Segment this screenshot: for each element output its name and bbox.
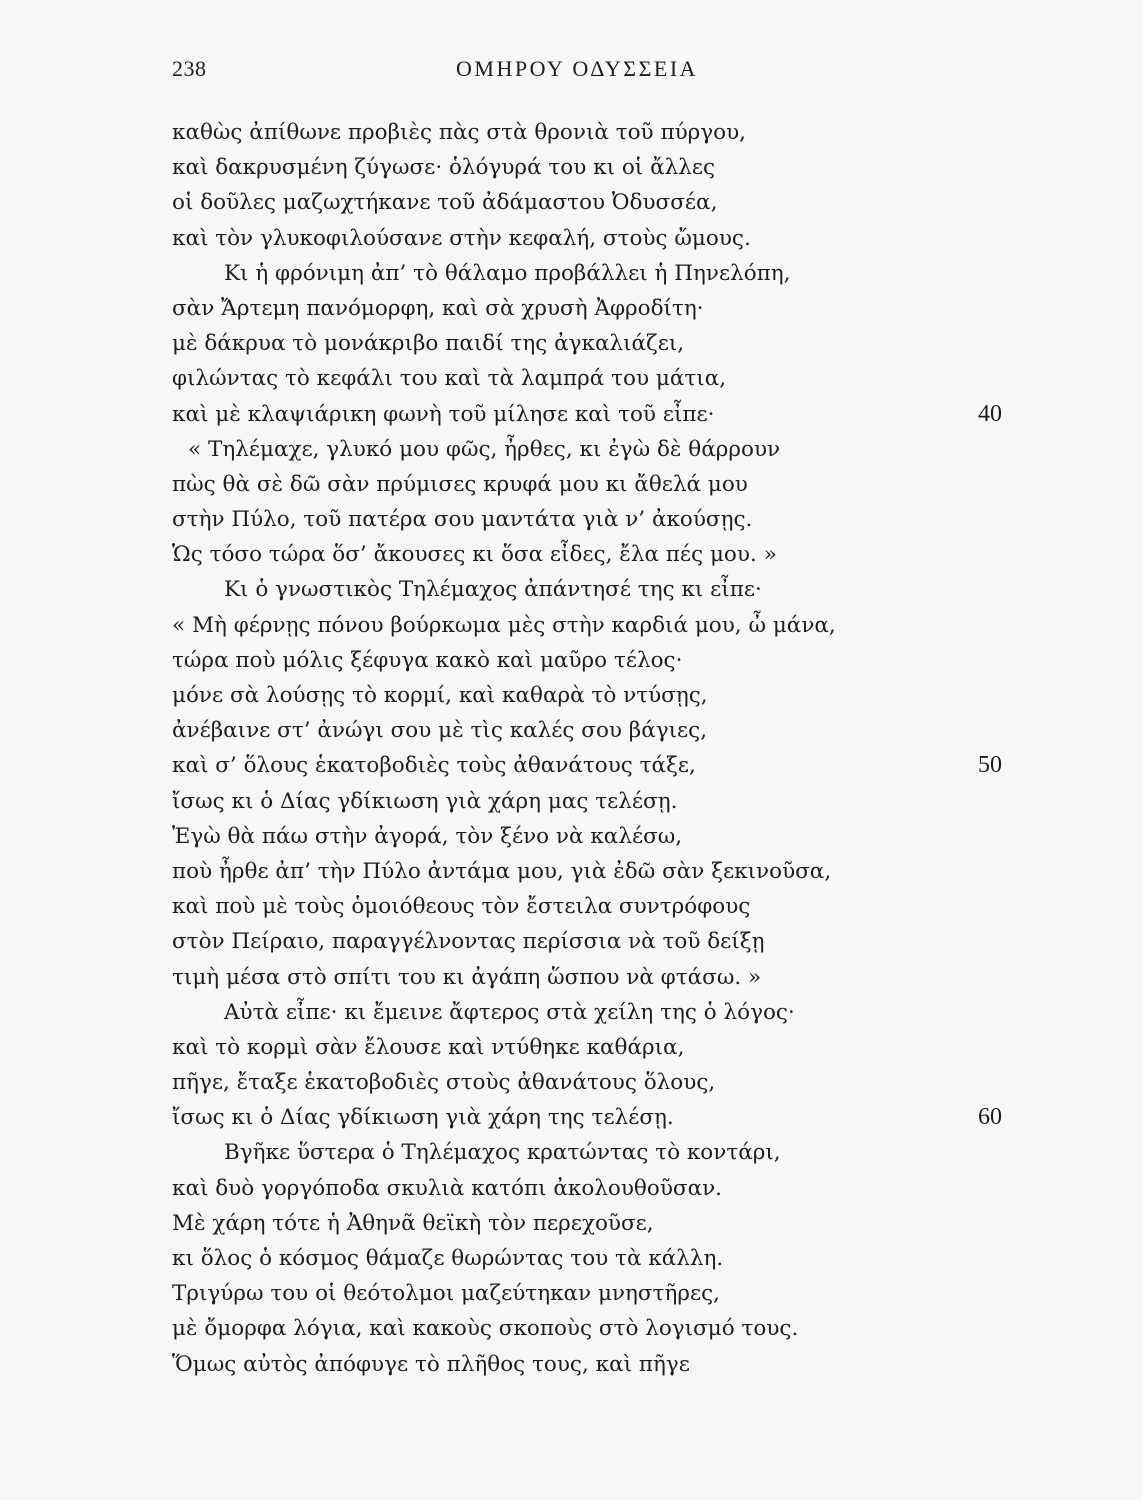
verse-text: Κι ὁ γνωστικὸς Τηλέμαχος ἀπάντησέ της κι εἶπε· xyxy=(224,577,762,603)
verse-text: « Μὴ φέρνῃς πόνου βούρκωμα μὲς στὴν καρδιά μου, ὦ μάνα, xyxy=(172,612,836,638)
verse-text: σὰν Ἄρτεμη πανόμορφη, καὶ σὰ χρυσὴ Ἀφροδίτη· xyxy=(172,295,704,321)
verse-text: τιμὴ μέσα στὸ σπίτι του κι ἀγάπη ὥσπου νὰ φτάσω. » xyxy=(172,964,762,990)
verse-line xyxy=(172,291,1002,326)
verse-line xyxy=(172,1241,1002,1276)
line-number: 40 xyxy=(978,400,1002,427)
verse-line xyxy=(172,221,1002,256)
verse-text: Κι ἡ φρόνιμη ἀπ’ τὸ θάλαμο προβάλλει ἡ Πηνελόπη, xyxy=(224,260,791,286)
verse-line xyxy=(172,995,1002,1030)
verse-line xyxy=(172,150,1002,185)
verse-text: οἱ δοῦλες μαζωχτήκανε τοῦ ἀδάμαστου Ὀδυσσέα, xyxy=(172,190,718,216)
verse-text: μὲ ὄμορφα λόγια, καὶ κακοὺς σκοποὺς στὸ λογισμό τους. xyxy=(172,1316,799,1342)
verse-line xyxy=(172,361,1002,396)
verse-line xyxy=(172,1065,1002,1100)
verse-line xyxy=(172,960,1002,995)
verse-text: καὶ ποὺ μὲ τοὺς ὁμοιόθεους τὸν ἔστειλα συντρόφους xyxy=(172,894,751,920)
verse-text: ποὺ ἦρθε ἀπ’ τὴν Πύλο ἀντάμα μου, γιὰ ἐδῶ σὰν ξεκινοῦσα, xyxy=(172,858,832,884)
verse-line xyxy=(172,326,1002,361)
verse-text: καὶ δυὸ γοργόποδα σκυλιὰ κατόπι ἀκολουθοῦσαν. xyxy=(172,1175,722,1201)
page-number: 238 xyxy=(172,56,207,81)
verse-line xyxy=(172,1135,1002,1170)
verse-text: Ἐγὼ θὰ πάω στὴν ἀγορά, τὸν ξένο νὰ καλέσω, xyxy=(172,823,683,849)
verse-line xyxy=(172,1100,1002,1135)
verse-text: ἴσως κι ὁ Δίας γδίκιωση γιὰ χάρη της τελέσῃ. xyxy=(172,1105,674,1131)
verse-line xyxy=(172,432,1002,467)
verse-text: μὲ δάκρυα τὸ μονάκριβο παιδί της ἀγκαλιάζει, xyxy=(172,331,685,357)
verse-text: Αὐτὰ εἶπε· κι ἔμεινε ἄφτερος στὰ χείλη της ὁ λόγος· xyxy=(224,999,795,1025)
verse-text: τώρα ποὺ μόλις ξέφυγα κακὸ καὶ μαῦρο τέλος· xyxy=(172,647,683,673)
verse-line xyxy=(172,608,1002,643)
verse-text: « Τηλέμαχε, γλυκό μου φῶς, ἦρθες, κι ἐγὼ δὲ θάρρουν xyxy=(188,436,781,462)
verse-line xyxy=(172,115,1002,150)
verse-text: ἀνέβαινε στ’ ἀνώγι σου μὲ τὶς καλές σου βάγιες, xyxy=(172,718,708,744)
line-number: 60 xyxy=(978,1104,1002,1131)
verse-line xyxy=(172,1206,1002,1241)
verse-text: Τριγύρω του οἱ θεότολμοι μαζεύτηκαν μνηστῆρες, xyxy=(172,1281,720,1307)
verse-line xyxy=(172,1311,1002,1346)
verse-text: πὼς θὰ σὲ δῶ σὰν πρύμισες κρυφά μου κι ἄθελά μου xyxy=(172,471,748,497)
verse-line xyxy=(172,572,1002,607)
verse-text: στὸν Πείραιο, παραγγέλνοντας περίσσια νὰ τοῦ δείξῃ xyxy=(172,929,765,955)
line-number: 50 xyxy=(978,752,1002,779)
verse-block xyxy=(172,115,1002,1382)
verse-line xyxy=(172,1347,1002,1382)
verse-line xyxy=(172,924,1002,959)
verse-line xyxy=(172,502,1002,537)
verse-line xyxy=(172,397,1002,432)
verse-text: στὴν Πύλο, τοῦ πατέρα σου μαντάτα γιὰ ν’ ἀκούσῃς. xyxy=(172,507,753,533)
verse-line xyxy=(172,713,1002,748)
running-title: ΟΜΗΡΟΥ ΟΔΥΣΣΕΙΑ xyxy=(456,56,699,81)
verse-line xyxy=(172,537,1002,572)
verse-line xyxy=(172,467,1002,502)
verse-text: καὶ τὸ κορμὶ σὰν ἔλουσε καὶ ντύθηκε καθάρια, xyxy=(172,1034,685,1060)
verse-line xyxy=(172,889,1002,924)
verse-line xyxy=(172,256,1002,291)
verse-line xyxy=(172,854,1002,889)
verse-text: καὶ τὸν γλυκοφιλούσανε στὴν κεφαλή, στοὺς ὤμους. xyxy=(172,225,751,251)
verse-text: καθὼς ἀπίθωνε προβιὲς πὰς στὰ θρονιὰ τοῦ πύργου, xyxy=(172,120,747,145)
verse-text: φιλώντας τὸ κεφάλι του καὶ τὰ λαμπρά του μάτια, xyxy=(172,366,727,392)
verse-line xyxy=(172,748,1002,783)
verse-text: Ὡς τόσο τώρα ὅσ’ ἄκουσες κι ὅσα εἶδες, ἔλα πές μου. » xyxy=(172,542,777,568)
verse-line xyxy=(172,784,1002,819)
verse-text: Μὲ χάρη τότε ἡ Ἀθηνᾶ θεϊκὴ τὸν περεχοῦσε, xyxy=(172,1210,654,1236)
verse-text: Βγῆκε ὕστερα ὁ Τηλέμαχος κρατώντας τὸ κοντάρι, xyxy=(224,1140,781,1166)
verse-line xyxy=(172,1171,1002,1206)
verse-text: κι ὅλος ὁ κόσμος θάμαζε θωρώντας του τὰ κάλλη. xyxy=(172,1246,724,1271)
verse-line xyxy=(172,678,1002,713)
verse-text: καὶ σ’ ὅλους ἑκατοβοδιὲς τοὺς ἀθανάτους τάξε, xyxy=(172,753,696,779)
verse-line xyxy=(172,1030,1002,1065)
verse-text: μόνε σὰ λούσῃς τὸ κορμί, καὶ καθαρὰ τὸ ντύσῃς, xyxy=(172,683,708,708)
verse-line xyxy=(172,185,1002,220)
verse-text: ἴσως κι ὁ Δίας γδίκιωση γιὰ χάρη μας τελέσῃ. xyxy=(172,788,678,814)
verse-text: Ὅμως αὐτὸς ἀπόφυγε τὸ πλῆθος τους, καὶ πῆγε xyxy=(172,1351,690,1377)
verse-line xyxy=(172,819,1002,854)
verse-text: πῆγε, ἔταξε ἑκατοβοδιὲς στοὺς ἀθανάτους ὅλους, xyxy=(172,1070,716,1096)
verse-text: καὶ δακρυσμένη ζύγωσε· ὁλόγυρά του κι οἱ ἄλλες xyxy=(172,155,716,181)
verse-line xyxy=(172,1276,1002,1311)
verse-text: καὶ μὲ κλαψιάρικη φωνὴ τοῦ μίλησε καὶ τοῦ εἶπε· xyxy=(172,401,715,427)
verse-line xyxy=(172,643,1002,678)
